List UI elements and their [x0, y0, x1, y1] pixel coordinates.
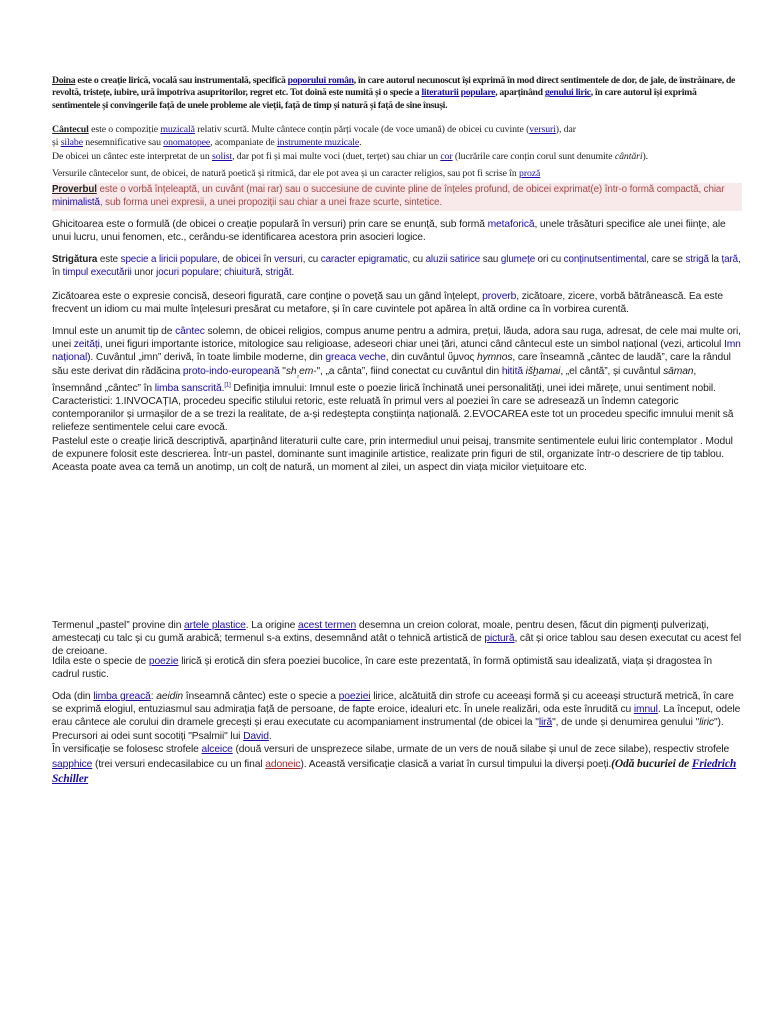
link-proto-indo-europeana[interactable]: proto-indo-europeană [182, 365, 280, 377]
doina-paragraph: Doina este o creație lirică, vocală sau instrumentală, specifică poporului român, în care autorul necunoscut își exprimă în mod direct sentimentele de dor, de jale, de înstrăinare, de revoltă, tristețe, iubire, ură împotriva asupritorilor, regret etc. Tot doină este numită și o specie a literaturii populare, aparținând genului liric, în care autorul își exprimă sentimentele și convingerile față de unele probleme ale vieții, față de timp și natură și față de sine însuși. [52, 75, 736, 111]
cantec-paragraph-3: Versurile cântecelor sunt, de obicei, de natură poetică și ritmică, dar ele pot avea și un caracter religios, sau pot fi scrise în proză [52, 168, 541, 179]
link-imnul[interactable]: imnul [633, 704, 658, 716]
idila-paragraph: Idila este o specie de poezie lirică și erotică din sfera poeziei bucolice, în care este prezentată, în formă optimistă sau idealizată, viața și dragostea în cadrul rustic. [52, 656, 712, 681]
link-limba-greaca[interactable]: limba greacă [93, 691, 151, 702]
link-striga[interactable]: strigă [685, 254, 709, 265]
link-jocuri-populare[interactable]: jocuri populare [156, 266, 219, 278]
link-onomatopee[interactable]: onomatopee [163, 136, 211, 148]
link-pictura[interactable]: pictură [484, 633, 515, 645]
zicatoare-paragraph: Zicătoarea este o expresie concisă, deseori figurată, care conține o poveță sau un gând înțelept, proverb, zicătoare, zicere, vorbă bătrânească. Ea este frecvent un idiom cu mai multe înțelesuri presărat cu metafore, și în care cuvintele pot apărea în altă ordine ca în vorbirea curentă. [52, 291, 723, 316]
link-sapphice[interactable]: sapphice [52, 759, 93, 770]
link-friedrich-schiller[interactable]: Friedrich Schiller [52, 758, 737, 785]
link-metaforica[interactable]: metaforică [487, 219, 535, 230]
link-solist[interactable]: solist [212, 151, 233, 162]
link-cantec[interactable]: cântec [175, 326, 205, 337]
proverb-paragraph: Proverbul este o vorbă înțeleaptă, un cuvânt (mai rar) sau o succesiune de cuvinte pline de înțeles profund, de obicei exprimat(e) într-o formă compactă, chiar minimalistă, sub forma unei expresii, a unei propoziții sau chiar a unei fraze scurte, sintetice. [52, 183, 742, 211]
link-lira[interactable]: liră [538, 717, 553, 729]
link-versuri[interactable]: versuri [529, 124, 556, 135]
link-greaca-veche[interactable]: greaca veche [325, 352, 386, 364]
oda-bucuriei-title: (Odă bucuriei de Friedrich Schiller [52, 758, 737, 785]
link-poezie[interactable]: poezie [148, 656, 179, 667]
ghicitoare-paragraph: Ghicitoarea este o formulă (de obicei o creație populară în versuri) prin care se enunță, sub formă metaforică, unele trăsături specifice ale unei ființe, ale unui lucru, unui fenomen, etc., cerându-se identificarea acestora prin asocieri logice. [52, 219, 726, 244]
link-silabe[interactable]: silabe [60, 136, 83, 148]
link-artele-plastice[interactable]: artele plastice [184, 620, 246, 631]
footnote-1[interactable]: [1] [224, 382, 231, 389]
oda-paragraph: Oda (din limba greacă: aeidin înseamnă cântec) este o specie a poeziei lirice, alcătuită din strofe cu aceeași formă și cu aceeași structură metrică, în care se exprimă elogiul, entuziasmul sau admirația față de persoane, de fapte eroice, idealuri etc. În unele realizări, oda este înrudită cu imnul. La început, odele erau cântece ale corului din dramele grecești și erau executate cu acompaniament instrumental (de obicei la "liră", de unde și denumirea genului "liric"). Precursori ai odei sunt socotiți "Psalmii" lui David. [52, 691, 741, 742]
link-specie-liricii-populare[interactable]: specie a liricii populare [120, 254, 218, 265]
link-strigat[interactable]: strigăt [265, 266, 292, 278]
link-zeitati[interactable]: zeități [73, 339, 100, 351]
cantec-term: Cântecul [52, 124, 89, 135]
link-adoneic[interactable]: adoneic [265, 759, 301, 770]
link-aluzii-satirice[interactable]: aluzii satirice [425, 254, 481, 265]
link-proverb[interactable]: proverb [482, 291, 517, 302]
proverb-term: Proverbul [52, 184, 97, 195]
link-alceice[interactable]: alceice [201, 744, 233, 755]
doina-term: Doina [52, 75, 76, 86]
link-caracter-epigramatic[interactable]: caracter epigramatic [320, 254, 408, 265]
cantec-paragraph-2: De obicei un cântec este interpretat de un solist, dar pot fi și mai multe voci (duet, terțet) sau chiar un cor (lucrările care conțin corul sunt denumite cântări). [52, 151, 649, 162]
link-obicei[interactable]: obicei [235, 254, 261, 265]
link-tara[interactable]: țară [721, 254, 738, 265]
link-proza[interactable]: proză [519, 168, 541, 179]
link-minimalista[interactable]: minimalistă [52, 196, 100, 208]
link-acest-termen[interactable]: acest termen [298, 620, 357, 631]
pastelul-paragraph: Pastelul este o creație lirică descriptivă, aparținând literaturii culte care, prin intermediul unui peisaj, transmite sentimentele eului liric contemplator . Modul de expunere folosit este descrierea. Într-un pastel, dominante sunt imaginile artistice, realizate prin figuri de stil, organizate într-o descriere de tip tablou. Aceasta poate avea ca temă un anotimp, un colț de natură, un moment al zilei, un aspect din viața micilor viețuitoare etc. [52, 436, 733, 474]
versificatie-paragraph: În versificație se folosesc strofele alceice (două versuri de unsprezece silabe, urmate de un vers de nouă silabe și unul de zece silabe), respectiv strofele sapphice (trei versuri endecasilabice cu un final adoneic). Această versificație clasică a variat în cursul timpului la diverși poeți.(Odă bucuriei de Friedrich Schiller [52, 744, 737, 785]
link-literaturii-populare[interactable]: literaturii populare [421, 87, 496, 99]
link-continut-sentimental[interactable]: conținutsentimental [563, 254, 647, 265]
termenul-paragraph: Termenul „pastel” provine din artele plastice. La origine acest termen desemna un creion colorat, moale, pentru desen, făcut din pigmenți pulverizați, amestecați cu talc și cu gumă arabică; termenul s-a extins, desemnând atât o tehnică artistică de pictură, cât și orice tablou sau desen executat cu acest fel de creioane. [52, 620, 742, 658]
link-poeziei[interactable]: poeziei [338, 691, 371, 702]
link-versuri-2[interactable]: versuri [274, 254, 303, 265]
link-david[interactable]: David [243, 730, 269, 742]
link-hitita[interactable]: hitită [501, 365, 523, 377]
link-timpul-executarii[interactable]: timpul executării [62, 266, 132, 278]
link-poporului-roman[interactable]: poporului român [287, 75, 354, 86]
link-imn-national[interactable]: Imn național [52, 339, 741, 364]
link-glumete[interactable]: glumețe [500, 254, 536, 265]
cantec-paragraph: Cântecul este o compoziție muzicală relativ scurtă. Multe cântece conțin părți vocale (de voce umană) de obicei cu cuvinte (versuri), dar și silabe nesemnificative sau onomatopee, acompaniate de instrumente muzicale. [52, 124, 576, 148]
link-chiuitura[interactable]: chiuitură [224, 266, 261, 278]
link-limba-sanscrita[interactable]: limba sanscrită [154, 382, 222, 394]
link-muzicala[interactable]: muzicală [160, 124, 195, 135]
strigatura-term: Strigătura [52, 254, 98, 265]
link-cor[interactable]: cor [440, 151, 453, 162]
imnul-paragraph: Imnul este un anumit tip de cântec solemn, de obicei religios, compus anume pentru a admira, prețui, lăuda, adora sau ruga, adresat, de cele mai multe ori, unei zeități, unei figuri importante istorice, mitologice sau religioase, adeseori chiar unei țări, atunci când cântecul este un simbol național (vezi, articolul Imn național). Cuvântul „imn” derivă, în toate limbile moderne, din greaca veche, din cuvântul ὕμνος hymnos, care înseamnă „cântec de laudă”, care la rândul său este derivat din rădăcina proto-indo-europeană "$sh_{_2}em-$", „a cânta”, fiind conectat cu cuvântul din hitită išḫamai, „el cântă”, și cuvântul sāman, însemnând „cântec” în limba sanscrită.[1] Definiția imnului: Imnul este o poezie lirică închinată unei personalități, unei idei mărețe, unui sentiment nobil. Caracteristici: 1.INVOCAȚIA, procedeu specific stilului retoric, este reluată în primul vers al poeziei în care se adresează un îndemn categoric contemporanilor și urmașilor de a se trezi la realitate, de a-și redeștepta conștiința națională. 2.EVOCAREA este tot un procedeu specific imnului menit să reliefeze sentimentele celui care evocă. [52, 326, 741, 434]
link-instrumente-muzicale[interactable]: instrumente muzicale [277, 136, 360, 148]
link-genului-liric[interactable]: genului liric [544, 87, 591, 99]
strigatura-paragraph: Strigătura este specie a liricii populare, de obicei în versuri, cu caracter epigramatic, cu aluzii satirice sau glumețe ori cu conținutsentimental, care se strigă la țară, în timpul executării unor jocuri populare; chiuitură, strigăt. [52, 254, 741, 278]
